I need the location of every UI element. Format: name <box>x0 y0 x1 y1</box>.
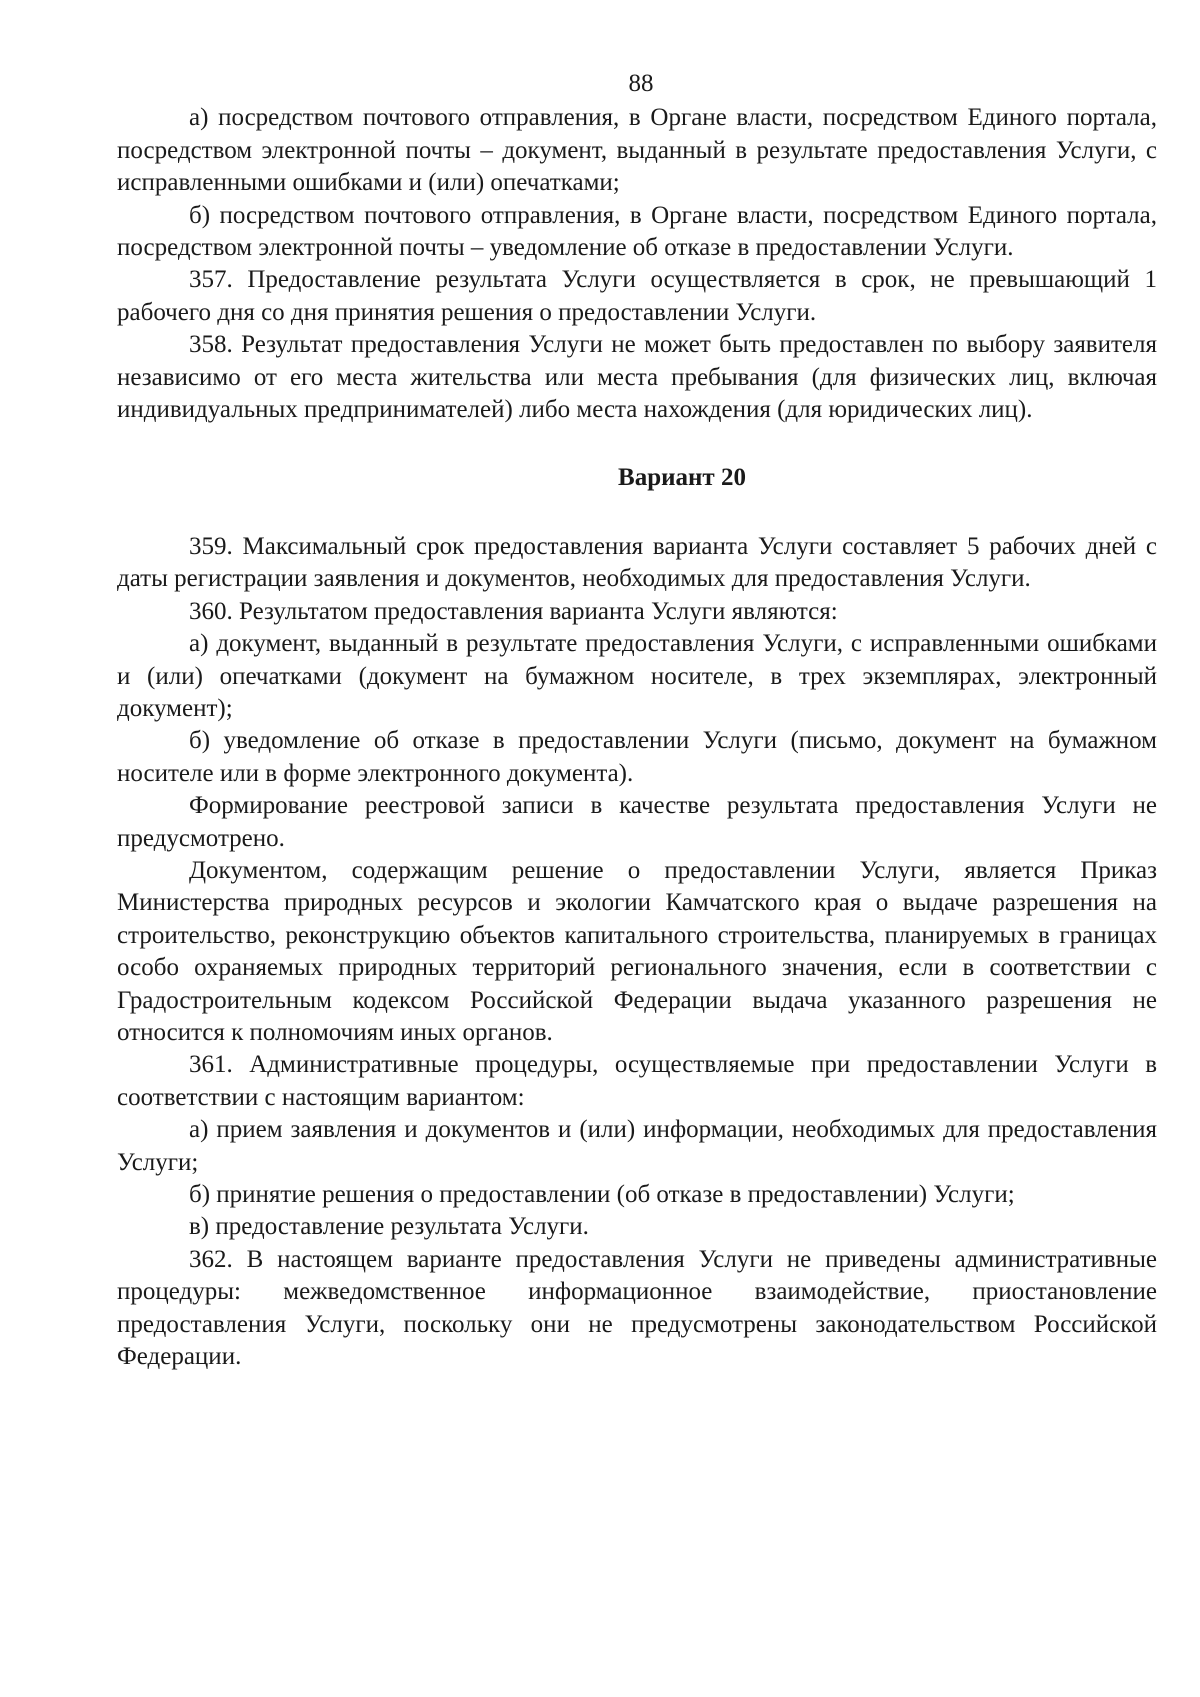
paragraph-361-a: а) прием заявления и документов и (или) информации, необходимых для предоставления Услуги; <box>117 1116 1157 1176</box>
page-number: 88 <box>628 70 654 97</box>
paragraph-delivery-a: а) посредством почтового отправления, в Органе власти, посредством Единого портала, посредством электронной почты – документ, выданный в результате предоставления Услуги, с исправленными ошибками и (или) опечатками; <box>117 104 1157 197</box>
paragraph-registry-record: Формирование реестровой записи в качестве результата предоставления Услуги не предусмотрено. <box>117 792 1157 852</box>
paragraph-360-a: а) документ, выданный в результате предоставления Услуги, с исправленными ошибками и (или) опечатками (документ на бумажном носителе, в трех экземплярах, электронный документ); <box>117 630 1157 722</box>
paragraph-361-c: в) предоставление результата Услуги. <box>189 1213 589 1241</box>
paragraph-361: 361. Административные процедуры, осуществляемые при предоставлении Услуги в соответствии с настоящим вариантом: <box>117 1051 1157 1111</box>
paragraph-361-b: б) принятие решения о предоставлении (об отказе в предоставлении) Услуги; <box>189 1181 1015 1208</box>
paragraph-360-b: б) уведомление об отказе в предоставлении Услуги (письмо, документ на бумажном носителе или в форме электронного документа). <box>117 727 1157 787</box>
section-heading: Вариант 20 <box>618 464 746 492</box>
paragraph-358: 358. Результат предоставления Услуги не может быть предоставлен по выбору заявителя независимо от его места жительства или места пребывания (для физических лиц, включая индивидуальных предпринимателей) либо места нахождения (для юридических лиц). <box>117 331 1157 424</box>
paragraph-359: 359. Максимальный срок предоставления варианта Услуги составляет 5 рабочих дней с даты регистрации заявления и документов, необходимых для предоставления Услуги. <box>117 532 1157 593</box>
paragraph-360: 360. Результатом предоставления варианта Услуги являются: <box>189 597 838 625</box>
paragraph-delivery-b: б) посредством почтового отправления, в Органе власти, посредством Единого портала, посредством электронной почты – уведомление об отказе в предоставлении Услуги. <box>117 201 1157 262</box>
paragraph-357: 357. Предоставление результата Услуги осуществляется в срок, не превышающий 1 рабочего дня со дня принятия решения о предоставлении Услуги. <box>117 266 1157 326</box>
paragraph-decision-document: Документом, содержащим решение о предоставлении Услуги, является Приказ Министерства природных ресурсов и экологии Камчатского края о выдаче разрешения на строительство, реконструкцию объектов капитального строительства, планируемых в границах особо охраняемых природных территорий регионального значения, если в соответствии с Градостроительным кодексом Российской Федерации выдача указанного разрешения не относится к полномочиям иных органов. <box>117 856 1157 1046</box>
paragraph-362: 362. В настоящем варианте предоставления Услуги не приведены административные процедуры: межведомственное информационное взаимодействие, приостановление предоставления Услуги, поскольку они не предусмотрены законодательством Российской Федерации. <box>117 1245 1157 1371</box>
page-content <box>117 68 1157 1373</box>
